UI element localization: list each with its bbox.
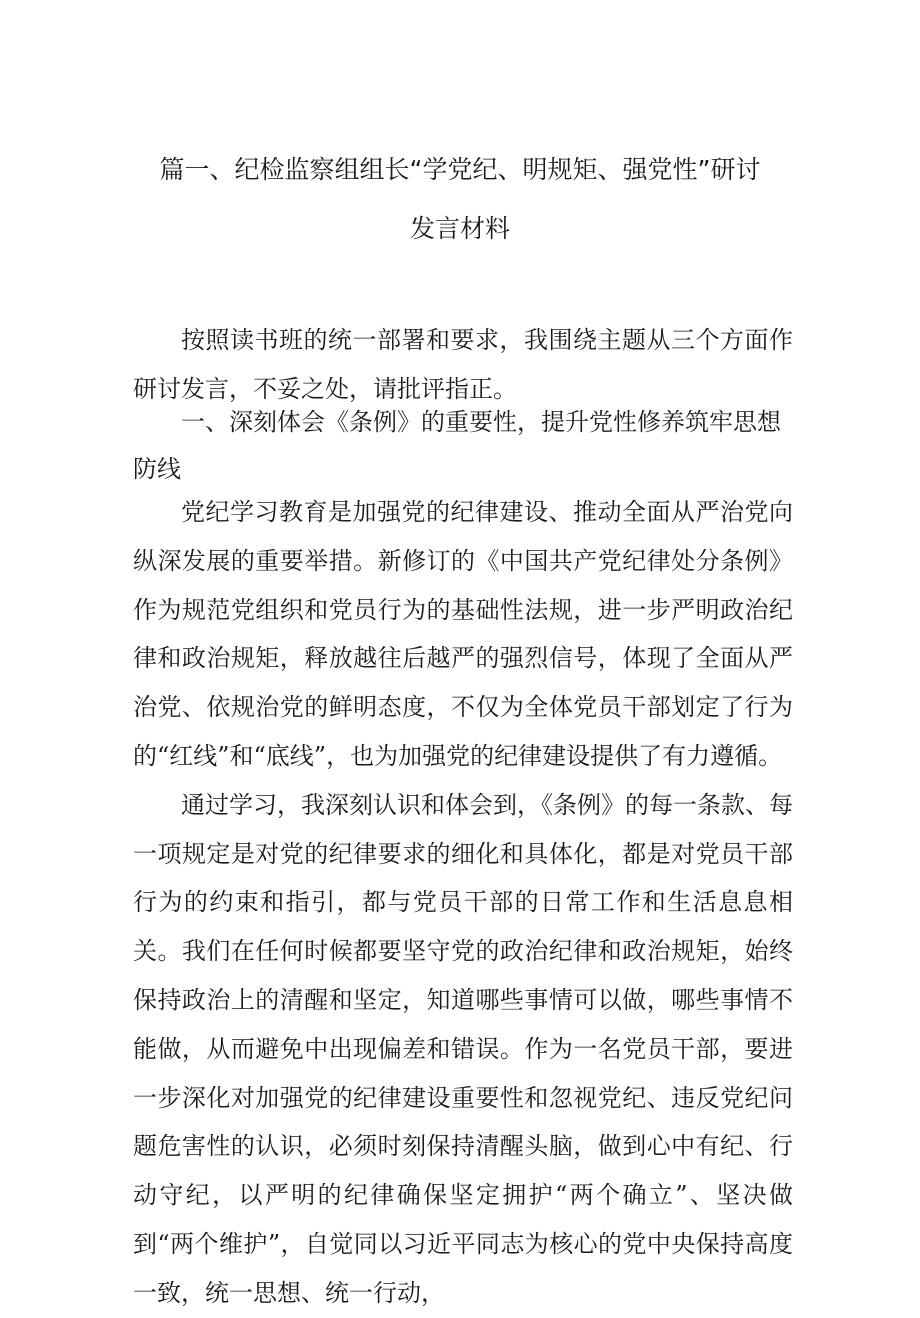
body-paragraph-2: 通过学习，我深刻认识和体会到，《条例》的每一条款、每一项规定是对党的纪律要求的细化和具体化，都是对党员干部行为的约束和指引，都与党员干部的日常工作和生活息息相关。我们在任何时候都要坚守党的政治纪律和政治规矩，始终保持政治上的清醒和坚定，知道哪些事情可以做，哪些事情不能做，从而避免中出现偏差和错误。作为一名党员干部，要进一步深化对加强党的纪律建设重要性和忽视党纪、违反党纪问题危害性的认识，必须时刻保持清醒头脑，做到心中有纪、行动守纪，以严明的纪律确保坚定拥护“两个确立”、坚决做到“两个维护”，自觉同以习近平同志为核心的党中央保持高度一致，统一思想、统一行动，: [133, 790, 793, 1307]
intro-paragraph: 按照读书班的统一部署和要求，我围绕主题从三个方面作研讨发言，不妥之处，请批评指正。: [133, 326, 793, 403]
body-paragraphs: [133, 488, 793, 1318]
section-heading-1: 一、深刻体会《条例》的重要性，提升党性修养筑牢思想防线: [133, 408, 781, 483]
document-title-line-2: 发言材料: [409, 214, 510, 243]
document-title-line-1: 篇一、纪检监察组组长“学党纪、明规矩、强党性”研讨: [159, 155, 761, 184]
body-paragraph-1: 党纪学习教育是加强党的纪律建设、推动全面从严治党向纵深发展的重要举措。新修订的《中国共产党纪律处分条例》作为规范党组织和党员行为的基础性法规，进一步严明政治纪律和政治规矩，释放越往后越严的强烈信号，体现了全面从严治党、依规治党的鲜明态度，不仅为全体党员干部划定了行为的“红线”和“底线”，也为加强党的纪律建设提供了有力遵循。: [133, 498, 793, 770]
